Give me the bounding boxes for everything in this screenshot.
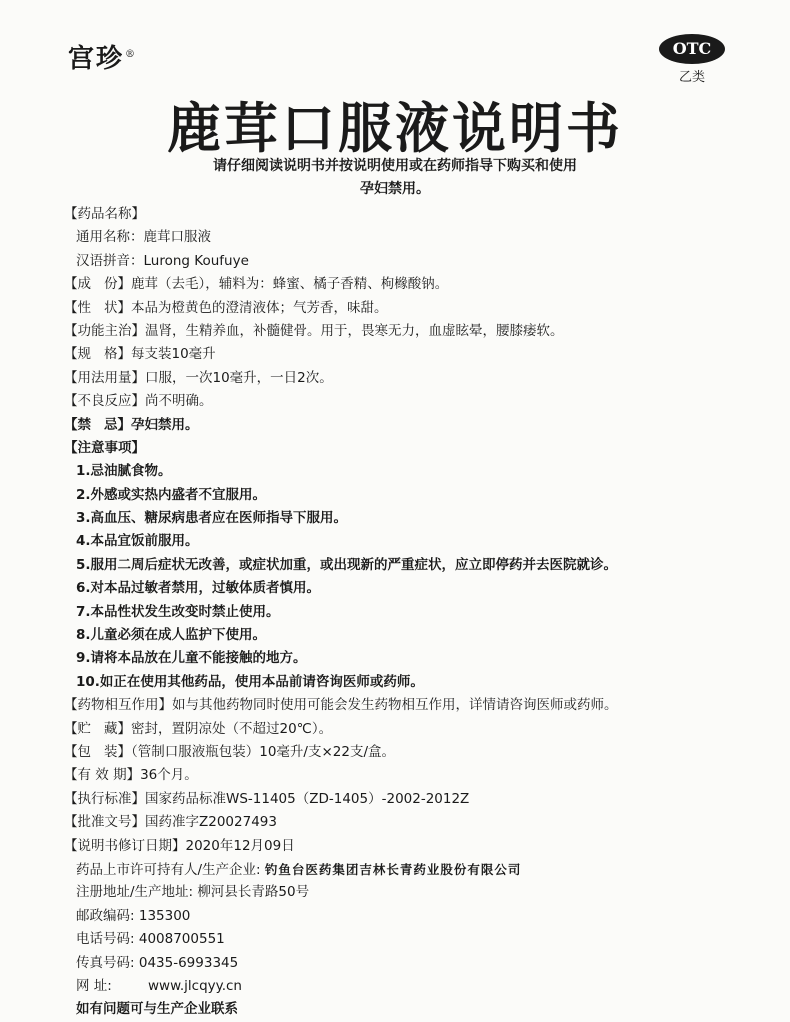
- usage-row: 【用法用量】口服，一次10毫升，一日2次。: [64, 369, 333, 386]
- interaction-row: [64, 694, 764, 717]
- field-label: 药品上市许可持有人/生产企业:: [76, 861, 261, 878]
- character-row: 【性 状】本品为橙黄色的澄清液体；气芳香，味甜。: [64, 297, 764, 320]
- adverse-row: 【不良反应】尚不明确。: [64, 393, 213, 410]
- validity-row: 【有 效 期】36个月。: [64, 767, 198, 784]
- address-row: [64, 881, 764, 904]
- postcode-row: [64, 905, 764, 928]
- drug-name-section: [64, 203, 764, 226]
- precaution-item: 5.服用二周后症状无改善，或症状加重，或出现新的严重症状，应立即停药并去医院就诊。: [76, 556, 618, 573]
- field-value: 鹿茸口服液: [143, 229, 211, 246]
- field-value: 36个月。: [140, 767, 198, 784]
- package-row: 【包 装】（管制口服液瓶包装）10毫升/支×22支/盒。: [64, 741, 764, 764]
- contact-footer: 如有问题可与生产企业联系: [76, 1001, 238, 1018]
- spec-row: 【规 格】每支装10毫升: [64, 343, 764, 366]
- field-value: 135300: [138, 907, 191, 924]
- phone-row: [64, 928, 764, 951]
- function-row: 【功能主治】温肾，生精养血，补髓健骨。用于，畏寒无力，血虚眩晕，腰膝痿软。: [64, 322, 564, 339]
- field-label: 用法用量: [77, 369, 132, 386]
- standard-row: 【执行标准】国家药品标准WS-11405（ZD-1405）-2002-2012Z: [64, 790, 470, 807]
- field-value: 4008700551: [138, 931, 225, 948]
- field-value: Lurong Koufuye: [143, 252, 249, 269]
- field-value: 口服，一次10毫升，一日2次。: [145, 369, 333, 386]
- section-label: 【药品名称】: [64, 206, 145, 222]
- field-value: （管制口服液瓶包装）10毫升/支×22支/盒。: [131, 743, 396, 760]
- field-value: 柳河县长青路50号: [197, 884, 310, 901]
- approval-row: 【批准文号】国药准字Z20027493: [64, 814, 277, 831]
- precaution-item: 9.请将本品放在儿童不能接触的地方。: [76, 650, 307, 667]
- field-label: 贮 藏: [77, 720, 118, 737]
- field-value: 国药准字Z20027493: [145, 814, 277, 831]
- contraindication-row: 【禁 忌】孕妇禁用。: [64, 414, 764, 437]
- section-label: 【注意事项】: [64, 439, 145, 456]
- field-label: 包 装: [77, 743, 118, 760]
- otc-mark: [656, 34, 728, 85]
- field-value: 0435-6993345: [138, 954, 239, 971]
- field-value: 尚不明确。: [145, 393, 213, 410]
- field-label: 不良反应: [77, 393, 132, 410]
- field-label: 邮政编码:: [76, 907, 135, 924]
- precautions-section: [64, 437, 764, 460]
- precaution-item: 8.儿童必须在成人监护下使用。: [76, 627, 267, 644]
- field-value: 孕妇禁用。: [131, 416, 199, 433]
- usage-notice: 请仔细阅读说明书并按说明使用或在药师指导下购买和使用: [213, 158, 577, 174]
- field-label: 规 格: [77, 346, 118, 363]
- holder-row: [64, 858, 764, 881]
- field-value: 温肾，生精养血，补髓健骨。用于，畏寒无力，血虚眩晕，腰膝痿软。: [145, 322, 564, 339]
- field-label: 网 址:: [76, 977, 112, 994]
- manufacturer-name: 钓鱼台医药集团吉林长青药业股份有限公司: [264, 861, 522, 877]
- fax-row: [64, 952, 764, 975]
- otc-class: 乙类: [678, 70, 705, 85]
- field-value: 如与其他药物同时使用可能会发生药物相互作用，详情请咨询医师或药师。: [172, 697, 618, 714]
- website-row: [64, 975, 764, 998]
- generic-name-row: [64, 226, 764, 249]
- field-label: 批准文号: [77, 814, 132, 831]
- precaution-item: 2.外感或实热内盛者不宜服用。: [76, 486, 267, 503]
- revision-row: [64, 835, 764, 858]
- precaution-item: 6.对本品过敏者禁用，过敏体质者慎用。: [76, 580, 321, 597]
- precaution-item: 7.本品性状发生改变时禁止使用。: [76, 603, 280, 620]
- field-label: 功能主治: [77, 322, 132, 339]
- website-link[interactable]: www.jlcqyy.cn: [148, 977, 242, 994]
- field-label: 禁 忌: [77, 416, 118, 433]
- field-value: 2020年12月09日: [185, 837, 295, 854]
- field-label: 性 状: [77, 299, 118, 316]
- field-label: 执行标准: [77, 790, 132, 807]
- page-title: 鹿茸口服液说明书: [167, 96, 623, 160]
- field-label: 传真号码:: [76, 954, 135, 971]
- field-value: 密封，置阴凉处（不超过20℃）。: [131, 720, 333, 737]
- precaution-item: 4.本品宜饭前服用。: [76, 533, 199, 550]
- storage-row: 【贮 藏】密封，置阴凉处（不超过20℃）。: [64, 718, 764, 741]
- field-label: 【药物相互作用】: [64, 697, 172, 714]
- ingredients-row: 【成 份】鹿茸（去毛），辅料为：蜂蜜、橘子香精、枸橼酸钠。: [64, 273, 764, 296]
- field-label: 汉语拼音：: [76, 252, 144, 269]
- field-label: 注册地址/生产地址:: [76, 884, 194, 901]
- field-value: 每支装10毫升: [131, 346, 216, 363]
- field-label: 【说明书修订日期】: [64, 837, 186, 854]
- field-value: 鹿茸（去毛），辅料为：蜂蜜、橘子香精、枸橼酸钠。: [131, 276, 449, 293]
- otc-badge: OTC: [659, 34, 725, 64]
- precaution-item: 3.高血压、糖尿病患者应在医师指导下服用。: [76, 510, 348, 527]
- field-label: 电话号码:: [76, 931, 135, 948]
- leaflet-body: [64, 203, 764, 1022]
- field-label: 成 份: [77, 276, 118, 293]
- field-value: 国家药品标准WS-11405（ZD-1405）-2002-2012Z: [145, 790, 470, 807]
- brand-logo: 宫珍®: [68, 44, 138, 74]
- pregnancy-warning: 孕妇禁用。: [360, 181, 430, 197]
- field-value: 本品为橙黄色的澄清液体；气芳香，味甜。: [131, 299, 388, 316]
- pinyin-row: [64, 250, 764, 273]
- field-label: 有 效 期: [77, 767, 127, 784]
- field-label: 通用名称：: [76, 229, 144, 246]
- precaution-item: 1.忌油腻食物。: [76, 463, 172, 480]
- precaution-item: 10.如正在使用其他药品，使用本品前请咨询医师或药师。: [76, 673, 424, 690]
